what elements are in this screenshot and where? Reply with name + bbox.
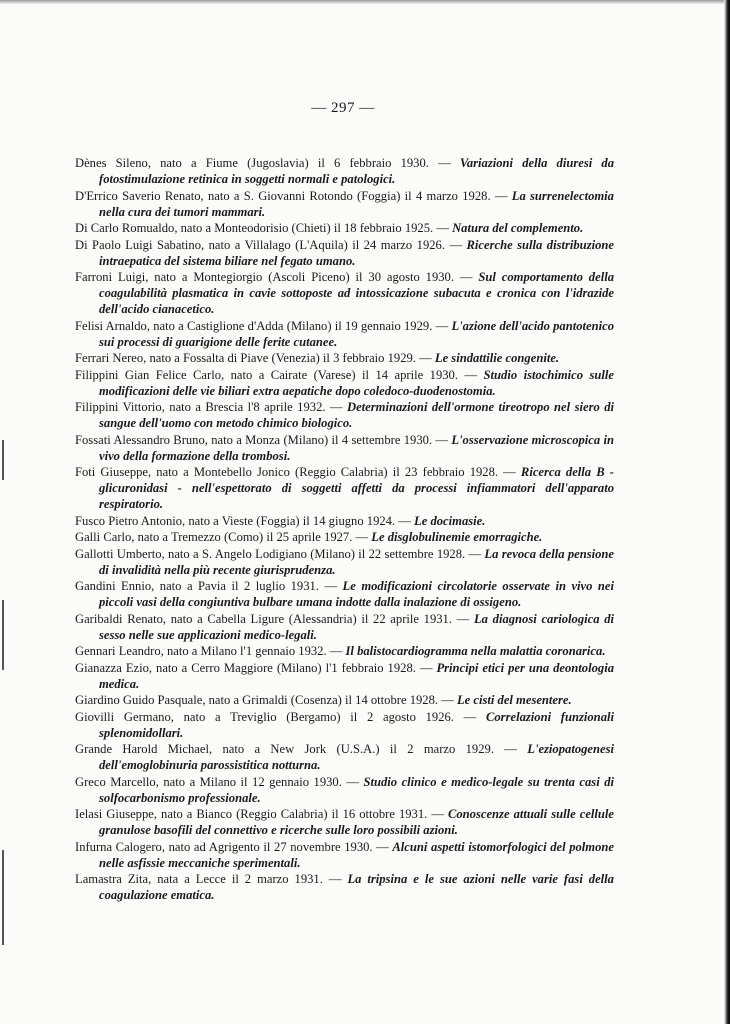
entry-author: Gianazza Ezio, nato a Cerro Maggiore (Milano) l'1 febbraio 1928. — — [75, 660, 433, 675]
entry-title: Il balistocardiogramma nella malattia coronarica. — [345, 644, 606, 658]
entry-author: Giovilli Germano, nato a Treviglio (Bergamo) il 2 agosto 1926. — — [75, 709, 477, 724]
entry-author: Filippini Gian Felice Carlo, nato a Cairate (Varese) il 14 aprile 1930. — — [75, 367, 478, 382]
entry-author: Lamastra Zita, nata a Lecce il 2 marzo 1931. — — [75, 872, 342, 886]
list-item — [75, 367, 614, 399]
list-item — [75, 220, 614, 236]
entry-author: Ferrari Nereo, nato a Fossalta di Piave (Venezia) il 3 febbraio 1929. — — [75, 351, 432, 365]
entry-title: Natura del complemento. — [452, 221, 584, 235]
scan-top-edge — [0, 0, 730, 4]
entry-title: Conoscenze attuali sulle cellule granulose basofili del connettivo e ricerche sulle loro possibili azioni. — [99, 807, 614, 837]
list-item — [75, 399, 614, 431]
entry-title: La surrenelectomia nella cura dei tumori mammari. — [99, 188, 614, 219]
entry-title: Le modificazioni circolatorie osservate in vivo nei piccoli vasi della congiuntiva bulbare umana indotte dalla inalazione di ossigeno. — [99, 579, 615, 609]
entry-author: Filippini Vittorio, nato a Brescia l'8 aprile 1932. — — [75, 400, 343, 414]
entry-author: D'Errico Saverio Renato, nato a S. Giovanni Rotondo (Foggia) il 4 marzo 1928. — — [75, 188, 508, 203]
list-item — [75, 578, 614, 610]
scan-right-edge — [724, 0, 730, 1024]
entry-title: Studio istochimico sulle modificazioni delle vie biliari extra aepatiche dopo coledoco-duodenostomia. — [99, 367, 614, 398]
entry-author: Dènes Sileno, nato a Fiume (Jugoslavia) il 6 febbraio 1930. — — [75, 156, 451, 170]
list-item — [75, 318, 614, 350]
entry-title: Alcuni aspetti istomorfologici del polmone nelle asfissie meccaniche sperimentali. — [99, 839, 614, 870]
entry-author: Fusco Pietro Antonio, nato a Vieste (Foggia) il 14 giugno 1924. — — [75, 513, 411, 528]
entry-title: Le sindattilie congenite. — [434, 351, 560, 365]
list-item — [75, 529, 614, 545]
entry-title: Determinazioni dell'ormone tireotropo nel siero di sangue dell'uomo con metodo chimico biologico. — [99, 400, 614, 430]
entry-title: Le docimasie. — [414, 513, 486, 528]
entry-title: La diagnosi cariologica di sesso nelle sue applicazioni medico-legali. — [99, 611, 614, 642]
entry-author: Giardino Guido Pasquale, nato a Grimaldi (Cosenza) il 14 ottobre 1928. — — [75, 693, 454, 707]
binding-mark — [2, 850, 4, 945]
entry-title: Sul comportamento della coagulabilità plasmatica in cavie sottoposte ad intossicazione subacuta e cronica con l'idrazide dell'acido cianacetico. — [99, 270, 614, 316]
entry-title: La tripsina e le sue azioni nelle varie fasi della coagulazione ematica. — [99, 872, 614, 902]
entry-title: L'eziopatogenesi dell'emoglobinuria parossistitica notturna. — [99, 742, 614, 772]
entry-title: La revoca della pensione di invalidità nella più recente giurisprudenza. — [99, 546, 615, 577]
list-item — [75, 188, 614, 220]
entry-author: Gandini Ennio, nato a Pavia il 2 luglio 1931. — — [75, 579, 338, 593]
entry-title: Studio clinico e medico-legale su trenta casi di solfocarbonismo professionale. — [99, 774, 615, 805]
entry-title: L'azione dell'acido pantotenico sui processi di guarigione delle ferite cutanee. — [99, 318, 615, 349]
entry-author: Infurna Calogero, nato ad Agrigento il 27 novembre 1930. — — [75, 839, 389, 854]
entry-title: Principi etici per una deontologia medica. — [99, 660, 614, 691]
list-item — [75, 269, 614, 317]
entry-author: Ielasi Giuseppe, nato a Bianco (Reggio Calabria) il 16 ottobre 1931. — — [75, 807, 444, 821]
list-item — [75, 432, 614, 464]
binding-mark — [2, 600, 4, 670]
entry-title: Correlazioni funzionali splenomidollari. — [99, 709, 614, 740]
list-item — [75, 643, 614, 659]
entry-author: Farroni Luigi, nato a Montegiorgio (Ascoli Piceno) il 30 agosto 1930. — — [75, 270, 473, 284]
entry-author: Grande Harold Michael, nato a New Jork (U.S.A.) il 2 marzo 1929. — — [75, 742, 517, 756]
entry-title: Le disglobulinemie emorragiche. — [371, 530, 543, 544]
entry-author: Galli Carlo, nato a Tremezzo (Como) il 25 aprile 1927. — — [75, 530, 369, 544]
list-item — [75, 513, 614, 529]
page-number: — 297 — — [311, 100, 375, 116]
thesis-list — [75, 155, 614, 904]
list-item — [75, 155, 614, 187]
list-item — [75, 871, 614, 903]
entry-title: Le cisti del mesentere. — [456, 693, 572, 707]
list-item — [75, 741, 614, 773]
list-item — [75, 806, 614, 838]
entry-author: Gennari Leandro, nato a Milano l'1 gennaio 1932. — — [75, 644, 343, 658]
entry-author: Di Carlo Romualdo, nato a Monteodorisio (Chieti) il 18 febbraio 1925. — — [75, 221, 449, 235]
list-item — [75, 464, 614, 512]
entry-author: Di Paolo Luigi Sabatino, nato a Villalago (L'Aquila) il 24 marzo 1926. — — [75, 237, 463, 252]
entry-author: Fossati Alessandro Bruno, nato a Monza (Milano) il 4 settembre 1930. — — [75, 432, 449, 447]
entry-author: Greco Marcello, nato a Milano il 12 gennaio 1930. — — [75, 774, 359, 789]
entry-author: Garibaldi Renato, nato a Cabella Ligure (Alessandria) il 22 aprile 1931. — — [75, 611, 470, 626]
entry-author: Felisi Arnaldo, nato a Castiglione d'Adda (Milano) il 19 gennaio 1929. — — [75, 318, 449, 333]
entry-title: Variazioni della diuresi da fotostimulazione retinica in soggetti normali e patologici. — [99, 156, 615, 186]
list-item — [75, 546, 614, 578]
binding-mark — [2, 440, 4, 480]
list-item — [75, 839, 614, 871]
list-item — [75, 237, 614, 269]
list-item — [75, 692, 614, 708]
entry-author: Foti Giuseppe, nato a Montebello Jonico (Reggio Calabria) il 23 febbraio 1928. — — [75, 465, 516, 479]
entry-title: L'osservazione microscopica in vivo della formazione della trombosi. — [99, 432, 614, 463]
entry-title: Ricerche sulla distribuzione intraepatica del sistema biliare nel fegato umano. — [99, 237, 614, 268]
list-item — [75, 350, 614, 366]
list-item — [75, 660, 614, 692]
entry-author: Gallotti Umberto, nato a S. Angelo Lodigiano (Milano) il 22 settembre 1928. — — [75, 546, 482, 561]
list-item — [75, 709, 614, 741]
entry-title: Ricerca della B - glicuronidasi - nell'espettorato di soggetti affetti da processi infiammatori dell'apparato respiratorio. — [99, 465, 614, 511]
list-item — [75, 611, 614, 643]
list-item — [75, 774, 614, 806]
